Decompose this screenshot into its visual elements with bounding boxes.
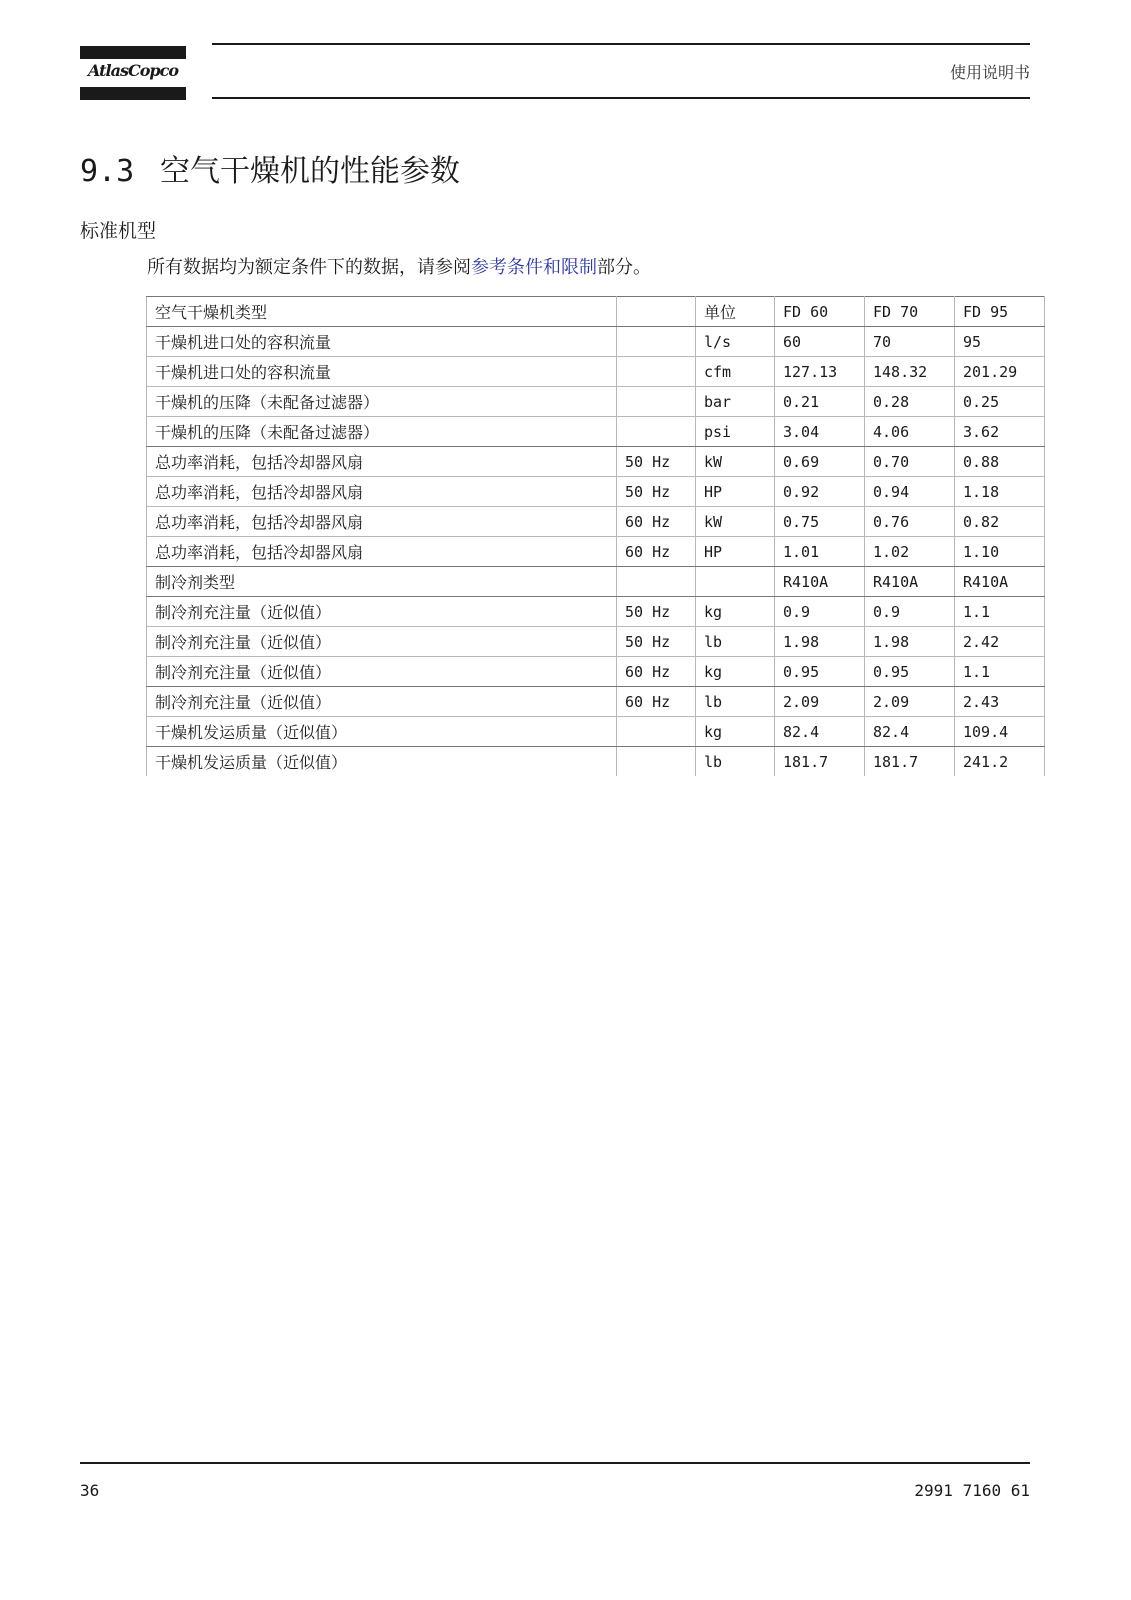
- cell-fd95: 0.25: [955, 387, 1045, 417]
- header-rule-top: [212, 43, 1030, 45]
- logo-bar-top: [80, 46, 186, 59]
- cell-frequency: 50 Hz: [617, 447, 696, 477]
- reference-conditions-link[interactable]: 参考条件和限制: [471, 257, 597, 278]
- page-number: 36: [80, 1481, 100, 1500]
- cell-fd60: 127.13: [775, 357, 865, 387]
- cell-parameter: 干燥机进口处的容积流量: [147, 327, 617, 357]
- cell-parameter: 制冷剂充注量（近似值）: [147, 687, 617, 717]
- table-row: [147, 687, 1045, 717]
- atlas-copco-logo: [80, 46, 186, 100]
- cell-fd95: 201.29: [955, 357, 1045, 387]
- cell-frequency: 50 Hz: [617, 597, 696, 627]
- header-rule-bottom: [212, 97, 1030, 99]
- cell-fd60: 0.75: [775, 507, 865, 537]
- cell-unit: kW: [696, 507, 775, 537]
- cell-unit: kg: [696, 717, 775, 747]
- cell-fd70: 4.06: [865, 417, 955, 447]
- section-number: 9.3: [80, 154, 135, 189]
- cell-fd60: 0.92: [775, 477, 865, 507]
- cell-frequency: [617, 417, 696, 447]
- table-row: [147, 717, 1045, 747]
- cell-fd70: 2.09: [865, 687, 955, 717]
- cell-fd95: 95: [955, 327, 1045, 357]
- cell-fd70: R410A: [865, 567, 955, 597]
- cell-parameter: 总功率消耗，包括冷却器风扇: [147, 447, 617, 477]
- table-row: [147, 507, 1045, 537]
- cell-fd95: 1.1: [955, 597, 1045, 627]
- footer-rule: [80, 1462, 1030, 1464]
- intro-text-before: 所有数据均为额定条件下的数据，请参阅: [147, 257, 471, 278]
- cell-unit: HP: [696, 477, 775, 507]
- cell-fd70: 1.02: [865, 537, 955, 567]
- cell-unit: bar: [696, 387, 775, 417]
- performance-table: [146, 296, 1045, 776]
- cell-fd70: 0.76: [865, 507, 955, 537]
- cell-fd60: 0.69: [775, 447, 865, 477]
- document-number: 2991 7160 61: [914, 1481, 1030, 1500]
- cell-unit: lb: [696, 627, 775, 657]
- cell-fd60: 82.4: [775, 717, 865, 747]
- cell-fd60: R410A: [775, 567, 865, 597]
- intro-paragraph: [147, 253, 651, 279]
- table-row: [147, 447, 1045, 477]
- cell-unit: kW: [696, 447, 775, 477]
- cell-frequency: 60 Hz: [617, 537, 696, 567]
- table-row: [147, 327, 1045, 357]
- cell-frequency: [617, 387, 696, 417]
- cell-unit: cfm: [696, 357, 775, 387]
- logo-wordmark: AtlasCopco: [88, 61, 178, 80]
- table-row: [147, 597, 1045, 627]
- table-row: [147, 747, 1045, 777]
- cell-frequency: 60 Hz: [617, 687, 696, 717]
- header-fd60: FD 60: [775, 297, 865, 327]
- cell-fd60: 0.9: [775, 597, 865, 627]
- cell-unit: kg: [696, 597, 775, 627]
- cell-fd95: 109.4: [955, 717, 1045, 747]
- cell-fd70: 181.7: [865, 747, 955, 777]
- cell-unit: HP: [696, 537, 775, 567]
- table-row: [147, 567, 1045, 597]
- cell-unit: lb: [696, 687, 775, 717]
- cell-fd70: 0.9: [865, 597, 955, 627]
- intro-text-after: 部分。: [597, 257, 651, 278]
- cell-parameter: 制冷剂充注量（近似值）: [147, 657, 617, 687]
- cell-frequency: [617, 357, 696, 387]
- cell-fd60: 181.7: [775, 747, 865, 777]
- table-row: [147, 357, 1045, 387]
- cell-unit: psi: [696, 417, 775, 447]
- cell-parameter: 干燥机的压降（未配备过滤器）: [147, 387, 617, 417]
- header-fd95: FD 95: [955, 297, 1045, 327]
- cell-fd60: 1.98: [775, 627, 865, 657]
- cell-frequency: [617, 327, 696, 357]
- cell-fd60: 60: [775, 327, 865, 357]
- header-frequency: [617, 297, 696, 327]
- table-row: [147, 417, 1045, 447]
- cell-fd70: 0.70: [865, 447, 955, 477]
- section-heading: [80, 146, 460, 190]
- cell-frequency: 60 Hz: [617, 507, 696, 537]
- cell-fd95: 0.88: [955, 447, 1045, 477]
- table-header-row: [147, 297, 1045, 327]
- cell-parameter: 总功率消耗，包括冷却器风扇: [147, 477, 617, 507]
- cell-frequency: 50 Hz: [617, 627, 696, 657]
- cell-parameter: 干燥机发运质量（近似值）: [147, 717, 617, 747]
- cell-unit: l/s: [696, 327, 775, 357]
- header-dryer-type: 空气干燥机类型: [147, 297, 617, 327]
- cell-parameter: 干燥机的压降（未配备过滤器）: [147, 417, 617, 447]
- subsection-heading: 标准机型: [80, 220, 157, 242]
- header-unit: 单位: [696, 297, 775, 327]
- cell-unit: [696, 567, 775, 597]
- cell-parameter: 总功率消耗，包括冷却器风扇: [147, 537, 617, 567]
- cell-frequency: 50 Hz: [617, 477, 696, 507]
- cell-fd60: 0.21: [775, 387, 865, 417]
- cell-unit: lb: [696, 747, 775, 777]
- cell-fd95: 2.43: [955, 687, 1045, 717]
- cell-parameter: 总功率消耗，包括冷却器风扇: [147, 507, 617, 537]
- cell-fd70: 70: [865, 327, 955, 357]
- table-row: [147, 387, 1045, 417]
- cell-fd70: 1.98: [865, 627, 955, 657]
- cell-fd95: 0.82: [955, 507, 1045, 537]
- cell-fd95: 1.10: [955, 537, 1045, 567]
- cell-fd95: R410A: [955, 567, 1045, 597]
- section-title: 空气干燥机的性能参数: [160, 154, 460, 189]
- table-row: [147, 657, 1045, 687]
- cell-fd70: 148.32: [865, 357, 955, 387]
- cell-fd60: 2.09: [775, 687, 865, 717]
- cell-frequency: 60 Hz: [617, 657, 696, 687]
- cell-unit: kg: [696, 657, 775, 687]
- cell-fd60: 0.95: [775, 657, 865, 687]
- cell-fd70: 0.28: [865, 387, 955, 417]
- cell-frequency: [617, 567, 696, 597]
- cell-parameter: 干燥机进口处的容积流量: [147, 357, 617, 387]
- cell-fd70: 0.95: [865, 657, 955, 687]
- cell-fd95: 1.18: [955, 477, 1045, 507]
- cell-fd60: 3.04: [775, 417, 865, 447]
- cell-parameter: 制冷剂充注量（近似值）: [147, 597, 617, 627]
- table-row: [147, 537, 1045, 567]
- header-fd70: FD 70: [865, 297, 955, 327]
- cell-fd60: 1.01: [775, 537, 865, 567]
- cell-frequency: [617, 717, 696, 747]
- cell-fd70: 0.94: [865, 477, 955, 507]
- cell-parameter: 制冷剂充注量（近似值）: [147, 627, 617, 657]
- cell-fd95: 1.1: [955, 657, 1045, 687]
- cell-fd95: 2.42: [955, 627, 1045, 657]
- table-row: [147, 627, 1045, 657]
- logo-bar-bottom: [80, 87, 186, 100]
- cell-fd95: 241.2: [955, 747, 1045, 777]
- cell-fd70: 82.4: [865, 717, 955, 747]
- cell-frequency: [617, 747, 696, 777]
- cell-parameter: 制冷剂类型: [147, 567, 617, 597]
- cell-fd95: 3.62: [955, 417, 1045, 447]
- cell-parameter: 干燥机发运质量（近似值）: [147, 747, 617, 777]
- table-row: [147, 477, 1045, 507]
- document-type: 使用说明书: [949, 63, 1030, 82]
